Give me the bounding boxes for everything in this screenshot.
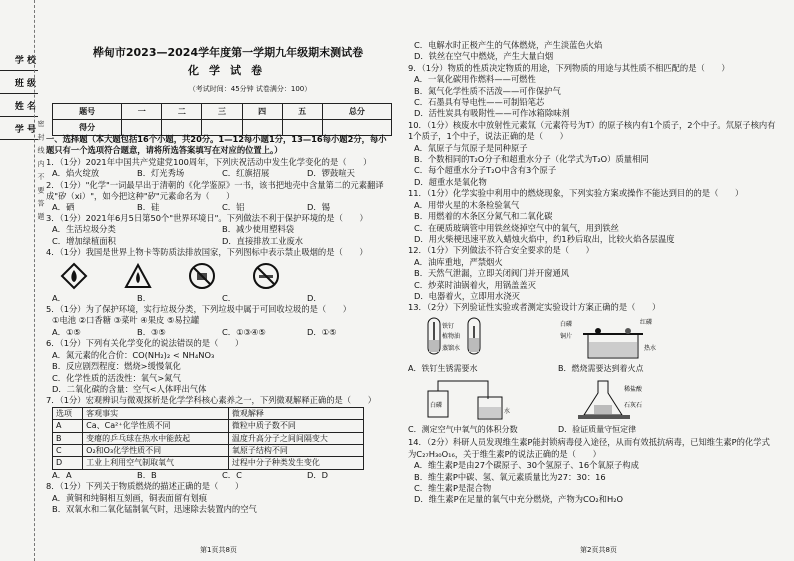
cut-line (34, 0, 35, 561)
exam-title: 桦甸市2023—2024学年度第一学期九年级期末测试卷 (92, 46, 364, 59)
svg-text:红磷: 红磷 (640, 318, 653, 326)
svg-text:热水: 热水 (644, 344, 657, 352)
q5-options: A．①⑤ B．③⑤ C．①③④⑤ D．①⑤ (52, 326, 337, 337)
svg-text:铜片: 铜片 (560, 332, 573, 340)
question-11: 11．（1分）化学实验中利用中的燃烧现象，下列实验方案或操作不能达到目的的是（ ） (408, 188, 744, 199)
q12-option-b: B．天然气泄漏，立即关闭阀门并开窗通风 (414, 268, 570, 279)
q5-items: ①电池 ②口香糖 ③菜叶 ④果皮 ⑤易拉罐 (52, 315, 200, 326)
binding-fields (0, 48, 38, 140)
left-column (46, 134, 392, 515)
score-value-row: 得分 (53, 120, 392, 136)
q13-diagram-d: 稀盐酸 石灰石 D．验证质量守恒定律 (558, 377, 688, 436)
svg-text:水: 水 (504, 407, 511, 415)
binding-school[interactable]: 学 校 (0, 48, 38, 71)
no-smoking-icon (252, 262, 280, 290)
q9-option-d: D．活性炭具有吸附性——可作冰箱除味剂 (414, 108, 570, 119)
no-fire-icon (188, 262, 216, 290)
q11-option-c: C．在硬质玻璃管中用铁丝烧掉空气中的氧气，用到铁丝 (414, 222, 619, 233)
q3-options-b: C．增加绿植面积 D．直接排放工业废水 (52, 235, 304, 246)
score-table (52, 103, 392, 136)
q13-diagram-b: 红磷 白磷 铜片 热水 B．燃烧需要达到着火点 (558, 316, 688, 375)
q6-option-d: D．二氧化碳的含量：空气<人体呼出气体 (52, 383, 207, 394)
q13-diagram-c: 白磷 水 C．测定空气中氧气的体积分数 (408, 377, 538, 436)
page-number-left: 第1页共8页 (200, 546, 237, 554)
q13-diagrams-bottom (408, 377, 778, 436)
test-tube-diagram (408, 316, 538, 360)
q6-option-a: A．氮元素的化合价：CO(NH₂)₂ < NH₄NO₃ (52, 349, 215, 360)
svg-text:白磷: 白磷 (560, 320, 573, 328)
q4-icons (46, 262, 392, 290)
q3-options-a: A．生活垃圾分类 B．减少使用塑料袋 (52, 224, 295, 235)
label-water: 蒸馏水 (442, 344, 461, 352)
q6-option-c: C．化学性质的活泼性：氧气>氮气 (52, 372, 181, 383)
binding-class[interactable]: 班 级 (0, 71, 38, 94)
score-header-row: 题号 一 二 三 四 五 总分 (53, 104, 392, 120)
q14-option-d: D．维生素P在足量的氧气中充分燃烧，产物为CO₂和H₂O (414, 494, 624, 505)
q10-option-c: C．每个超重水分子T₂O中含有3个原子 (414, 165, 557, 176)
right-column (408, 40, 778, 506)
cut-line-text: 密 封 线 内 不 要 答 题 (37, 120, 45, 222)
section1-heading: 一、选择题（本大题包括16个小题，共20分。1—12每小题1分，13—16每小题2分，每小题只有一个选项符合题意，请将所选答案填写在对应的位置上。） (46, 134, 387, 156)
question-8: 8．（1分）下列关于物质燃烧的描述正确的是（ ） (46, 481, 244, 492)
svg-text:石灰石: 石灰石 (624, 401, 643, 409)
balance-flask-diagram (558, 377, 688, 421)
q12-option-d: D．电器着火，立即用水浇灭 (414, 290, 520, 301)
question-7: 7．（1分）宏观辨识与微观探析是化学学科核心素养之一，下列微观解释正确的是（ ） (46, 395, 376, 406)
q4-options: A． B． C． D． (52, 292, 322, 303)
q8-option-b: B．双氧水和二氧化锰制氧气时，迅速除去装置内的空气 (52, 503, 257, 514)
question-6: 6．（1分）下列有关化学变化的说法错误的是（ ） (46, 338, 244, 349)
q7-options: A．A B．B C．C D．D (52, 469, 329, 480)
page-number-right: 第2页共8页 (580, 546, 617, 554)
warning-icon (124, 262, 152, 290)
exam-info: （考试时间：45分钟 试卷满分：100） (188, 85, 312, 93)
q13-diagrams-top (408, 316, 778, 375)
q12-option-c: C．炒菜时油锅着火，用锅盖盖灭 (414, 279, 536, 290)
question-4: 4．（1分）我国是世界上物卡等防质法排放国家，下列图标中表示禁止吸烟的是（ ） (46, 247, 368, 258)
q14-option-c: C．维生素P是混合物 (414, 483, 492, 493)
question-3: 3．（1分）2021年6月5日第50个"世界环境日"。下列做法不利于保护环境的是（ ） (46, 213, 368, 224)
flask-apparatus-diagram (408, 377, 538, 421)
question-2: 2．（1分）"化学"一词最早出于清朝的《化学鉴原》一书，该书把地壳中含量第二的元素翻译成"矽（xi）"，如今把这种"矽"元素命名为（ ） (46, 179, 384, 201)
q9-option-a: A．一氧化碳用作燃料——可燃性 (414, 74, 536, 85)
svg-text:白磷: 白磷 (430, 401, 443, 409)
q1-options: A．焰火绽放 B．灯光秀场 C．红旗招展 D．锣鼓喧天 (52, 168, 355, 179)
q14-option-a: A．维生素P是由27个碳原子、30个氢原子、16个氧原子构成 (414, 460, 639, 471)
q8-option-d: D．铁丝在空气中燃烧，产生大量白烟 (414, 51, 554, 62)
flame-icon (60, 262, 88, 290)
q14-option-b: B．维生素P中碳、氢、氧元素质量比为27：30：16 (414, 471, 606, 482)
binding-name[interactable]: 姓 名 (0, 94, 38, 117)
q8-option-c: C．电解水时正极产生的气体燃烧，产生淡蓝色火焰 (414, 40, 603, 50)
q11-option-b: B．用燃着的木条区分氮气和二氧化碳 (414, 211, 553, 222)
q11-option-d: D．用火柴梗迅速平放入蜡烛火焰中，约1秒后取出，比较火焰各层温度 (414, 233, 675, 244)
question-5: 5．（1分）为了保护环境，实行垃圾分类，下列垃圾中属于可回收垃圾的是（ ） (46, 304, 352, 315)
q12-option-a: A．油库重地，严禁烟火 (414, 256, 503, 267)
label-oil: 植物油 (442, 332, 461, 340)
q10-option-b: B．个数相同的T₂O分子和超重水分子（化学式为T₂O）质量相同 (414, 154, 649, 165)
label-nail: 铁钉 (442, 322, 455, 330)
binding-id[interactable]: 学 号 (0, 117, 38, 140)
question-12: 12．（1分）下列做法不符合安全要求的是（ ） (408, 245, 594, 256)
beaker-diagram (558, 316, 688, 360)
q11-option-a: A．用带火星的木条检验氧气 (414, 199, 520, 210)
question-14: 14．（2分）科研人员发现维生素P能封锁病毒侵入途径，从而有效抵抗病毒，已知维生素P的化学式为C₂₇H₃₀O₁₆，关于维生素P的说法正确的是（ ） (408, 437, 770, 459)
q10-option-a: A．氚原子与氘原子是同种原子 (414, 142, 528, 153)
q7-table: 选项 客观事实 微观解释 A Ca、Ca²⁺化学性质不同 微粒中质子数不同 B 变瘪的乒乓球在热水中能鼓起 温度升高分子之间间隔变大 C O₂和O₃化学性质不同 氧原子结构不同 D 工业上利用空气制取氧气 过程中分子种类发生变化 (52, 407, 364, 470)
q8-option-a: A．黄铜和纯铜相互刻画，铜表面留有划痕 (52, 492, 208, 503)
svg-text:稀盐酸: 稀盐酸 (624, 385, 643, 393)
q10-option-d: D．超重水是氧化物 (414, 176, 487, 187)
question-1: 1．（1分）2021年中国共产党建党100周年，下列庆祝活动中发生化学变化的是（ ） (46, 156, 372, 167)
q9-option-c: C．石墨具有导电性——可制铅笔芯 (414, 97, 545, 108)
question-10: 10．（1分）核废水中放射性元素氚（元素符号为T）的原子核内有1个质子，2个中子。氘原子核内有1个质子，1个中子，说法正确的是（ ） (408, 119, 776, 142)
q13-diagram-a: 铁钉 植物油 蒸馏水 A．铁钉生锈需要水 (408, 316, 538, 375)
q9-option-b: B．氮气化学性质不活泼——可作保护气 (414, 85, 561, 96)
q6-option-b: B．反应剧烈程度：燃烧>缓慢氧化 (52, 361, 181, 372)
exam-subtitle: 化学试卷 (188, 64, 272, 77)
question-13: 13．（2分）下列验证性实验或者测定实验设计方案正确的是（ ） (408, 302, 661, 313)
question-9: 9．（1分）物质的性质决定物质的用途，下列物质的用途与其性质不相匹配的是（ ） (408, 62, 730, 73)
q2-options: A．硒 B．硅 C．铝 D．锡 (52, 201, 330, 212)
